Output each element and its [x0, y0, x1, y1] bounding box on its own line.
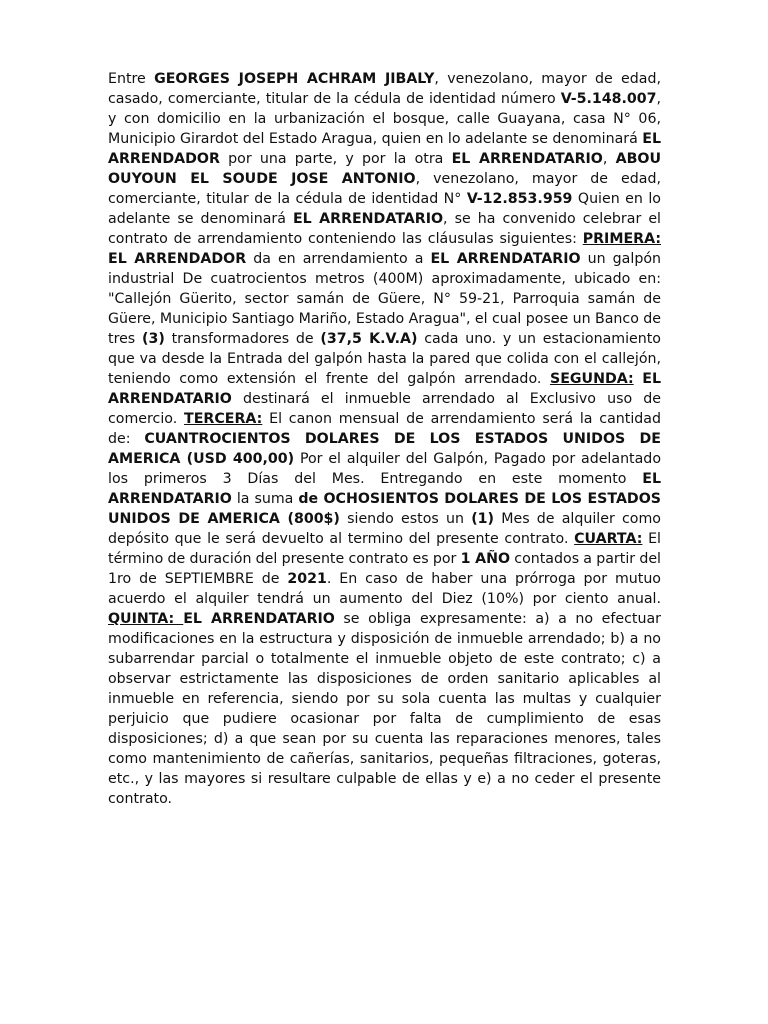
bold-text-run: EL ARRENDATARIO	[108, 471, 661, 507]
bold-text-run: EL ARRENDATARIO	[292, 211, 444, 227]
bold-text-run: EL ARRENDATARIO	[430, 251, 581, 267]
text-run: destinará el inmueble arrendado al Exclusivo uso de comercio.	[108, 391, 661, 427]
text-run: , y con domicilio en la urbanización el bosque, calle Guayana, casa N° 06, Municipio Girardot del Estado Aragua, quien en lo adelante se denominará	[108, 91, 661, 147]
text-run: El canon mensual de arrendamiento será la cantidad de:	[108, 411, 661, 447]
text-run: Quien en lo adelante se denominará	[108, 191, 661, 227]
text-run: ,	[602, 151, 616, 167]
text-run	[634, 371, 643, 387]
text-run: Entre	[108, 71, 155, 87]
clause-heading: TERCERA:	[184, 411, 263, 427]
bold-text-run: (1)	[471, 511, 495, 527]
text-run: Mes de alquiler como depósito que le será devuelto al termino del presente contrato.	[108, 511, 661, 547]
text-run: El término de duración del presente contrato es por	[108, 531, 661, 567]
bold-text-run: (37,5 K.V.A)	[320, 331, 418, 347]
bold-text-run: GEORGES JOSEPH ACHRAM JIBALY	[154, 71, 435, 87]
clause-heading: PRIMERA:	[582, 231, 661, 247]
text-run: , venezolano, mayor de edad, casado, comerciante, titular de la cédula de identidad número	[108, 71, 661, 107]
text-run: Por el alquiler del Galpón, Pagado por adelantado los primeros 3 Días del Mes. Entregando en este momento	[108, 451, 661, 487]
bold-text-run: ABOU OUYOUN EL SOUDE JOSE ANTONIO	[108, 151, 661, 187]
bold-text-run: EL ARRENDADOR	[108, 131, 661, 167]
text-run: da en arrendamiento a	[246, 251, 431, 267]
text-run: un galpón industrial De cuatrocientos metros (400M) aproximadamente, ubicado en: "Callejón Güerito, sector samán de Güere, N° 59-21, Parroquia samán de Güere, Municipio Santiago Mariño, Estado Aragua", el cual posee un Banco de tres	[108, 251, 661, 347]
bold-text-run: 1 AÑO	[460, 551, 511, 567]
clause-heading: QUINTA:	[108, 611, 184, 627]
bold-text-run: de OCHOSIENTOS DOLARES DE LOS ESTADOS UNIDOS DE AMERICA (800$)	[108, 491, 661, 527]
text-run: se obliga expresamente: a) a no efectuar modificaciones en la estructura y disposición de inmueble arrendado; b) a no subarrendar parcial o totalmente el inmueble objeto de este contrato; c) a observar estrictamente las disposiciones de orden sanitario aplicables al inmueble en referencia, siendo por su sola cuenta las multas y cualquier perjuicio que pudiere ocasionar por falta de cumplimiento de esas disposiciones; d) a que sean por su cuenta las reparaciones menores, tales como mantenimiento de cañerías, sanitarios, pequeñas filtraciones, goteras, etc., y las mayores si resultare culpable de ellas y e) a no ceder el presente contrato.	[108, 611, 661, 807]
text-run: siendo estos un	[339, 511, 472, 527]
clause-heading: SEGUNDA:	[550, 371, 634, 387]
bold-text-run: EL ARRENDATARIO	[183, 611, 335, 627]
text-run: por una parte, y por la otra	[219, 151, 452, 167]
bold-text-run: EL ARRENDATARIO	[108, 371, 661, 407]
clause-heading: CUARTA:	[574, 531, 643, 547]
text-run: la suma	[231, 491, 299, 507]
text-run: , se ha convenido celebrar el contrato de arrendamiento conteniendo las cláusulas siguientes:	[108, 211, 661, 247]
text-run: . En caso de haber una prórroga por mutuo acuerdo el alquiler tendrá un aumento del Diez (10%) por ciento anual.	[108, 571, 661, 607]
text-run: , venezolano, mayor de edad, comerciante, titular de la cédula de identidad N°	[108, 171, 661, 207]
bold-text-run: EL ARRENDADOR	[108, 251, 247, 267]
bold-text-run: V-5.148.007	[560, 91, 657, 107]
bold-text-run: CUANTROCIENTOS DOLARES DE LOS ESTADOS UNIDOS DE AMERICA (USD 400,00)	[108, 431, 661, 467]
bold-text-run: V-12.853.959	[466, 191, 573, 207]
text-run: transformadores de	[164, 331, 321, 347]
contract-paragraph	[108, 69, 661, 809]
text-run: cada uno. y un estacionamiento que va desde la Entrada del galpón hasta la pared que colida con el callejón, teniendo como extensión el frente del galpón arrendado.	[108, 331, 661, 387]
bold-text-run: 2021	[287, 571, 327, 587]
contract-page	[108, 69, 661, 809]
text-run: contados a partir del 1ro de SEPTIEMBRE de	[108, 551, 662, 587]
bold-text-run: (3)	[141, 331, 165, 347]
bold-text-run: EL ARRENDATARIO	[451, 151, 603, 167]
